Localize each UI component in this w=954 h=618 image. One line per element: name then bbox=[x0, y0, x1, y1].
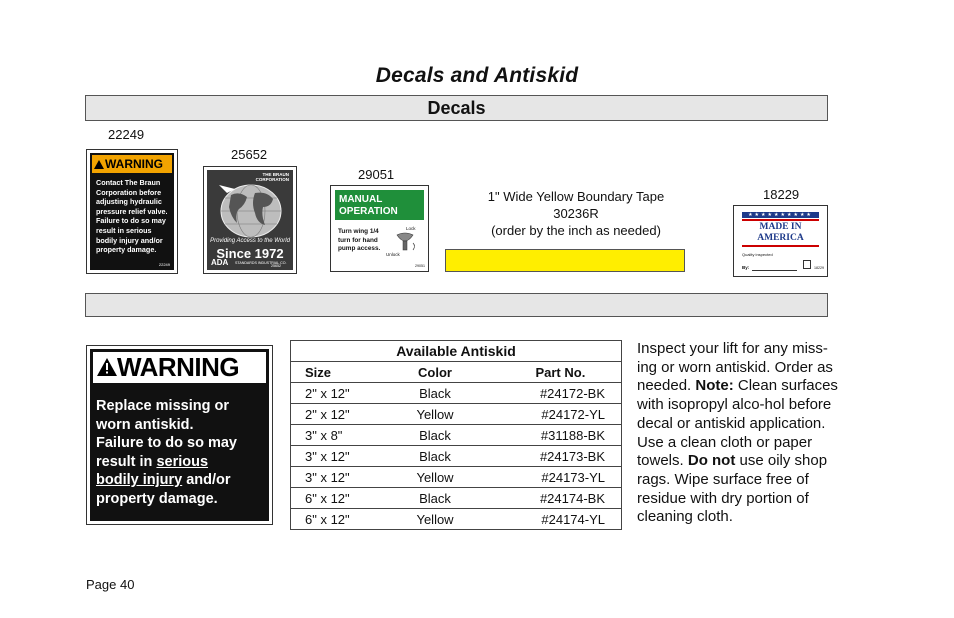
warning-line-1: Replace missing or bbox=[96, 398, 229, 414]
decal-22249-header-text: WARNING bbox=[105, 157, 163, 171]
warning-body bbox=[90, 349, 269, 521]
warning-line-5-post: and/or bbox=[182, 472, 231, 489]
decal-25652-standard: STANDARDS INDUSTRIAL CO. bbox=[235, 261, 287, 265]
antiskid-warning bbox=[86, 345, 273, 525]
decal-29051-number: 29051 bbox=[358, 167, 395, 182]
cell-size: 3" x 12" bbox=[291, 446, 371, 467]
cell-color: Black bbox=[370, 488, 500, 509]
page-number: Page 40 bbox=[86, 577, 135, 592]
table-row bbox=[291, 404, 622, 425]
do-not-label: Do not bbox=[687, 452, 736, 470]
instructions-part-3: use oily shop rags. Wipe surface free of residue with dry portion of cleaning cloth. bbox=[637, 452, 828, 526]
america-line: AMERICA bbox=[757, 233, 804, 243]
quality-inspected: Quality inspected bbox=[742, 252, 773, 257]
decal-25652-code: 25652 bbox=[271, 264, 281, 268]
decal-22249-number: 22249 bbox=[108, 127, 145, 142]
cell-part-no: #24174-BK bbox=[500, 488, 622, 509]
antiskid-table bbox=[290, 340, 622, 530]
made-in-line: MADE IN bbox=[759, 222, 802, 232]
decal-29051 bbox=[330, 185, 429, 272]
table-row bbox=[291, 467, 622, 488]
cell-part-no: #24173-BK bbox=[500, 446, 622, 467]
red-stripe bbox=[742, 219, 819, 221]
column-header-size: Size bbox=[291, 362, 371, 383]
warning-header-text: WARNING bbox=[117, 352, 240, 382]
table-row bbox=[291, 488, 622, 509]
antiskid-table-title: Available Antiskid bbox=[291, 341, 622, 362]
signature-line bbox=[752, 270, 797, 271]
warning-line-4 bbox=[96, 453, 263, 472]
wing-knob-icon bbox=[393, 231, 417, 253]
cell-size: 3" x 12" bbox=[291, 467, 371, 488]
decal-29051-unlock-label: Unlock bbox=[386, 252, 400, 257]
red-stripe-bottom bbox=[742, 245, 819, 247]
cell-part-no: #24174-YL bbox=[500, 509, 622, 530]
antiskid-instructions bbox=[637, 340, 847, 527]
decal-25652 bbox=[203, 166, 297, 274]
table-row bbox=[291, 446, 622, 467]
cell-color: Black bbox=[370, 425, 500, 446]
cell-color: Black bbox=[370, 446, 500, 467]
warning-line-3: Failure to do so may bbox=[96, 435, 237, 452]
table-row bbox=[291, 509, 622, 530]
brand-line-1: THE BRAUN bbox=[262, 172, 289, 177]
decal-25652-number: 25652 bbox=[231, 147, 268, 162]
stars-icon: ★★★★★★★★★★ bbox=[742, 212, 819, 218]
globe-icon bbox=[217, 183, 285, 239]
cell-color: Black bbox=[370, 383, 500, 404]
cell-part-no: #24173-YL bbox=[500, 467, 622, 488]
decal-25652-ada: ADA bbox=[211, 258, 229, 267]
boundary-tape-description bbox=[440, 188, 712, 239]
tape-line-3: (order by the inch as needed) bbox=[491, 223, 661, 238]
warning-line-4-pre: result in bbox=[96, 453, 157, 470]
warning-line-2: worn antiskid. bbox=[96, 416, 194, 433]
warning-bodily-injury: bodily injury bbox=[96, 472, 183, 489]
by-label: By: bbox=[742, 265, 750, 270]
table-row bbox=[291, 383, 622, 404]
warning-header bbox=[93, 352, 266, 383]
decal-22249-body bbox=[90, 153, 174, 270]
cell-size: 2" x 12" bbox=[291, 383, 371, 404]
page-title: Decals and Antiskid bbox=[375, 64, 579, 87]
decal-25652-body bbox=[207, 170, 293, 270]
cell-color: Yellow bbox=[370, 467, 500, 488]
tape-line-1: 1" Wide Yellow Boundary Tape bbox=[487, 189, 665, 204]
decal-22249-header bbox=[92, 155, 172, 173]
antiskid-section-header bbox=[85, 293, 828, 317]
cell-size: 6" x 12" bbox=[291, 509, 371, 530]
instructions-part-2: Clean surfaces with isopropyl alco-hol before decal or antiskid application. Use a clean cloth or paper towels. bbox=[637, 377, 838, 470]
cell-part-no: #31188-BK bbox=[500, 425, 622, 446]
decal-22249-text: Contact The Braun Corporation before adjusting hydraulic pressure relief valve. Failure to do so may result in serious bodily injury and/or property damage. bbox=[96, 178, 168, 255]
warning-serious: serious bbox=[156, 453, 209, 470]
decal-22249-code: 22249 bbox=[158, 262, 170, 267]
decal-22249 bbox=[86, 149, 178, 274]
column-header-color: Color bbox=[370, 362, 500, 383]
column-header-part-no: Part No. bbox=[500, 362, 622, 383]
warning-triangle-icon bbox=[97, 358, 117, 376]
warning-triangle-icon bbox=[94, 160, 104, 169]
decal-29051-lock-label: Lock bbox=[406, 226, 416, 231]
cell-color: Yellow bbox=[370, 509, 500, 530]
cell-part-no: #24172-BK bbox=[500, 383, 622, 404]
decal-25652-tagline: Providing Access to the World bbox=[210, 238, 290, 244]
tape-part-number: 30236R bbox=[553, 206, 599, 221]
decal-18229-code: 18229 bbox=[814, 266, 824, 270]
decal-18229 bbox=[733, 205, 828, 277]
table-row bbox=[291, 425, 622, 446]
decal-29051-text: Turn wing 1/4 turn for hand pump access. bbox=[338, 228, 381, 253]
brand-line-2: CORPORATION bbox=[255, 177, 289, 182]
cell-size: 6" x 12" bbox=[291, 488, 371, 509]
note-label: Note: bbox=[695, 377, 734, 395]
cell-size: 3" x 8" bbox=[291, 425, 371, 446]
decals-section-header: Decals bbox=[85, 95, 828, 121]
decal-25652-since: Since 1972 bbox=[216, 246, 284, 261]
yellow-boundary-tape bbox=[445, 249, 685, 272]
checkbox-icon bbox=[803, 260, 811, 269]
warning-line-6: property damage. bbox=[96, 490, 218, 507]
cell-color: Yellow bbox=[370, 404, 500, 425]
decal-29051-code: 29051 bbox=[415, 264, 425, 268]
decal-29051-header: MANUAL OPERATION bbox=[335, 190, 424, 220]
instructions-part-1: Inspect your lift for any miss-ing or worn antiskid. Order as needed. bbox=[637, 340, 833, 395]
cell-size: 2" x 12" bbox=[291, 404, 371, 425]
decal-25652-brand bbox=[256, 172, 289, 182]
cell-part-no: #24172-YL bbox=[500, 404, 622, 425]
warning-message bbox=[96, 397, 263, 509]
warning-line-5 bbox=[96, 471, 263, 490]
made-in-america bbox=[742, 222, 819, 244]
decal-18229-number: 18229 bbox=[763, 187, 800, 202]
